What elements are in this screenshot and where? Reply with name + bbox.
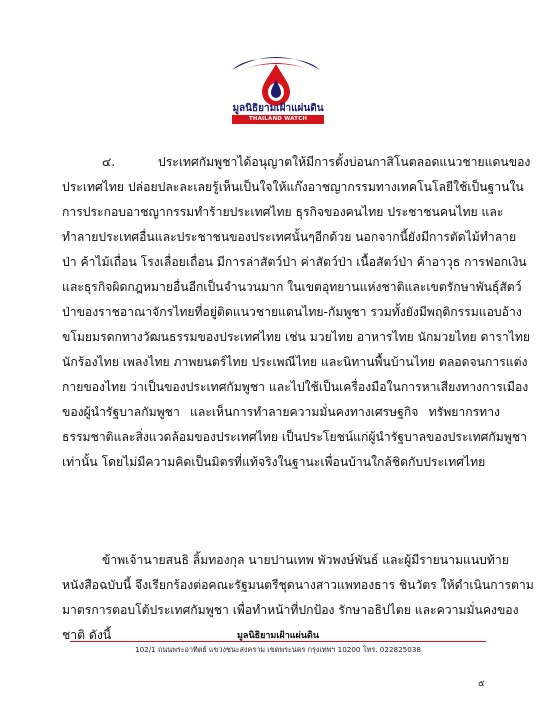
paragraph-line: กายของไทย ว่าเป็นของประเทศกัมพูชา และไปใช้เป็นเครื่องมือในการหาเสียงทางการเมือง (62, 380, 529, 394)
paragraph-line: ขโมยมรดกทางวัฒนธรรมของประเทศไทย เช่น มวยไทย อาหารไทย นักมวยไทย ดาราไทย (62, 330, 531, 344)
paragraph-line: นักร้องไทย เพลงไทย ภาพยนตร์ไทย ประเพณีไทย และนิทานพื้นบ้านไทย ตลอดจนการแต่ง (62, 355, 528, 369)
paragraph-line: ของผู้นำรัฐบาลกัมพูชา และเห็นการทำลายความมั่นคงทางเศรษฐกิจ ทรัพยากรทาง (62, 405, 500, 419)
paragraph-line: หนังสือฉบับนี้ จึงเรียกร้องต่อคณะรัฐมนตรีชุดนางสาวแพทองธาร ชินวัตร ให้ดำเนินการตาม (62, 578, 534, 592)
paragraph-line: ๔. ประเทศกัมพูชาได้อนุญาตให้มีการตั้งบ่อนกาสิโนตลอดแนวชายแดนของ (62, 150, 500, 175)
paragraph-line: ชาติ ดังนี้ (62, 628, 112, 642)
paragraph-line: ประเทศไทย ปล่อยปละละเลยรู้เห็นเป็นใจให้แก๊งอาชญากรรมทางเทคโนโลยีใช้เป็นฐานใน (62, 180, 524, 194)
paragraph-line: และธุรกิจผิดกฎหมายอื่นอีกเป็นจำนวนมาก ในเขตอุทยานแห่งชาติและเขตรักษาพันธุ์สัตว์ (62, 280, 522, 294)
paragraph-line: ธรรมชาติและสิ่งแวดล้อมของประเทศไทย เป็นประโยชน์แก่ผู้นำรัฐบาลของประเทศกัมพูชา (62, 430, 527, 444)
header-org-name-en: THAILAND WATCH FOUNDATION (232, 115, 324, 124)
paragraph-number: ๔. (102, 155, 116, 169)
paragraph-4 (62, 150, 531, 475)
paragraph-line: การประกอบอาชญากรรมทำร้ายประเทศไทย ธุรกิจของคนไทย ประชาชนคนไทย และ (62, 205, 504, 219)
paragraph-line: ป่า ค้าไม้เถื่อน โรงเลื่อยเถื่อน มีการล่าสัตว์ป่า ค่าสัตว์ป่า เนื้อสัตว์ป่า ค้าอาวุธ การฟอกเงิน (62, 255, 527, 269)
paragraph-line: ข้าพเจ้านายสนธิ ลิ้มทองกุล นายปานเทพ พัวพงษ์พันธ์ และผู้มีรายนามแนบท้าย (102, 553, 509, 567)
footer-address: 102/1 ถนนพระอาทิตย์ แขวงชนะสงคราม เขตพระนคร กรุงเทพฯ 10200 โทร. 022825038 (135, 645, 421, 654)
paragraph-line: เท่านั้น โดยไม่มีความคิดเป็นมิตรที่แท้จริงในฐานะเพื่อนบ้านใกล้ชิดกับประเทศไทย (62, 455, 486, 469)
page-number: ๕ (478, 679, 485, 689)
footer-divider (70, 641, 486, 642)
header-org-name-th: มูลนิธิยามเฝ้าแผ่นดิน (232, 103, 324, 114)
paragraph-line: ป่าของราชอาณาจักรไทยที่อยู่ติดแนวชายแดนไทย-กัมพูชา รวมทั้งยังมีพฤติกรรมแอบอ้าง (62, 305, 522, 319)
paragraph-line: มาตรการตอบโต้ประเทศกัมพูชา เพื่อทำหน้าที่ปกป้อง รักษาอธิปไตย และความมั่นคงของ (62, 603, 519, 617)
paragraph-line: ทำลายประเทศอื่นและประชาชนของประเทศนั้นๆอีกด้วย นอกจากนี้ยังมีการตัดไม้ทำลาย (62, 230, 517, 244)
footer-org-name: มูลนิธิยามเฝ้าแผ่นดิน (237, 631, 319, 641)
red-eye-drop-logo-icon (228, 50, 324, 106)
